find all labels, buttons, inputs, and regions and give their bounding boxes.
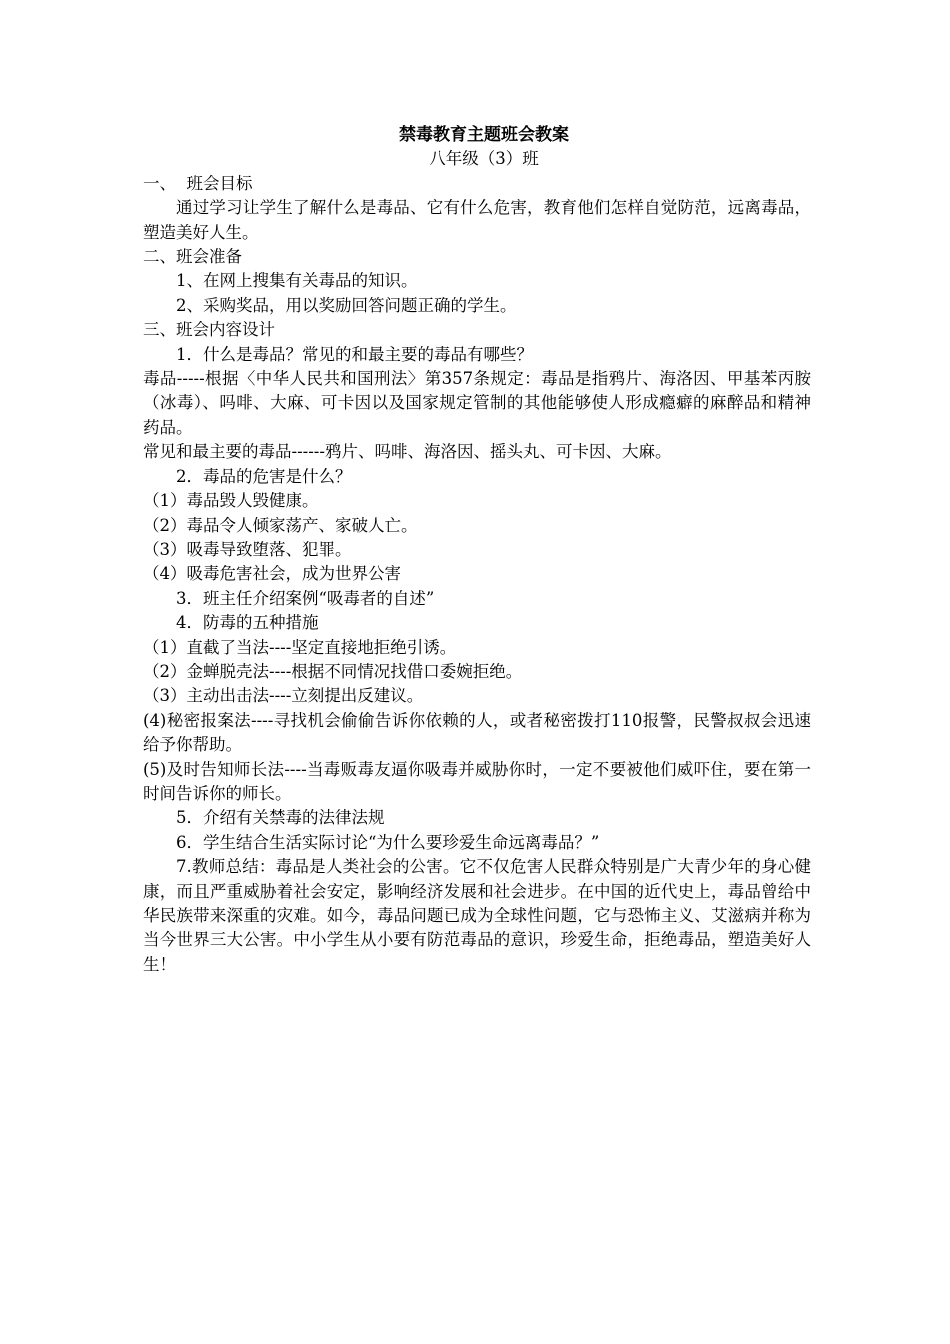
question-1-common-drugs: 常见和最主要的毒品------鸦片、吗啡、海洛因、摇头丸、可卡因、大麻。: [143, 442, 672, 462]
question-1-definition: 毒品-----根据〈中华人民共和国刑法〉第357条规定：毒品是指鸦片、海洛因、甲基苯丙胺（冰毒）、吗啡、大麻、可卡因以及国家规定管制的其他能够使人形成瘾癖的麻醉品和精神药品。: [143, 369, 811, 437]
teacher-summary: 7.教师总结：毒品是人类社会的公害。它不仅危害人民群众特别是广大青少年的身心健康，而且严重威胁着社会安定，影响经济发展和社会进步。在中国的近代史上，毒品曾给中华民族带来深重的灾难。如今，毒品问题已成为全球性问题，它与恐怖主义、艾滋病并称为当今世界三大公害。中小学生从小要有防范毒品的意识，珍爱生命，拒绝毒品，塑造美好人生！: [143, 857, 811, 974]
question-2: 2．毒品的危害是什么？: [176, 466, 352, 486]
harm-item-4: （4）吸毒危害社会，成为世界公害: [143, 564, 401, 584]
measure-item-2: （2）金蝉脱壳法----根据不同情况找借口委婉拒绝。: [143, 661, 523, 681]
document-title: 禁毒教育主题班会教案: [399, 125, 569, 145]
document-subtitle: 八年级（3）班: [429, 149, 539, 169]
question-3: 3．班主任介绍案例“吸毒者的自述”: [176, 588, 435, 608]
section-2-item-2: 2、采购奖品，用以奖励回答问题正确的学生。: [176, 295, 517, 315]
section-1-heading: 一、 班会目标: [143, 173, 253, 193]
harm-item-2: （2）毒品令人倾家荡产、家破人亡。: [143, 515, 418, 535]
question-1: 1．什么是毒品？常见的和最主要的毒品有哪些？: [176, 344, 533, 364]
question-5: 5．介绍有关禁毒的法律法规: [176, 808, 385, 828]
measure-item-4: (4)秘密报案法----寻找机会偷偷告诉你依赖的人，或者秘密拨打110报警，民警叔叔会迅速给予你帮助。: [143, 710, 811, 755]
section-1-body: 通过学习让学生了解什么是毒品、它有什么危害，教育他们怎样自觉防范，远离毒品，塑造美好人生。: [143, 198, 811, 242]
measure-item-5: (5)及时告知师长法----当毒贩毒友逼你吸毒并威胁你时，一定不要被他们威吓住，要在第一时间告诉你的师长。: [143, 759, 811, 803]
document-body: [143, 123, 811, 977]
section-3-heading: 三、班会内容设计: [143, 320, 275, 340]
harm-item-1: （1）毒品毁人毁健康。: [143, 491, 319, 511]
measure-item-3: （3）主动出击法----立刻提出反建议。: [143, 686, 424, 706]
harm-item-3: （3）吸毒导致堕落、犯罪。: [143, 539, 352, 559]
question-6: 6．学生结合生活实际讨论“为什么要珍爱生命远离毒品？”: [176, 832, 600, 852]
question-4: 4．防毒的五种措施: [176, 613, 319, 633]
measure-item-1: （1）直截了当法----坚定直接地拒绝引诱。: [143, 637, 457, 657]
section-2-item-1: 1、在网上搜集有关毒品的知识。: [176, 271, 418, 291]
section-2-heading: 二、班会准备: [143, 247, 242, 267]
